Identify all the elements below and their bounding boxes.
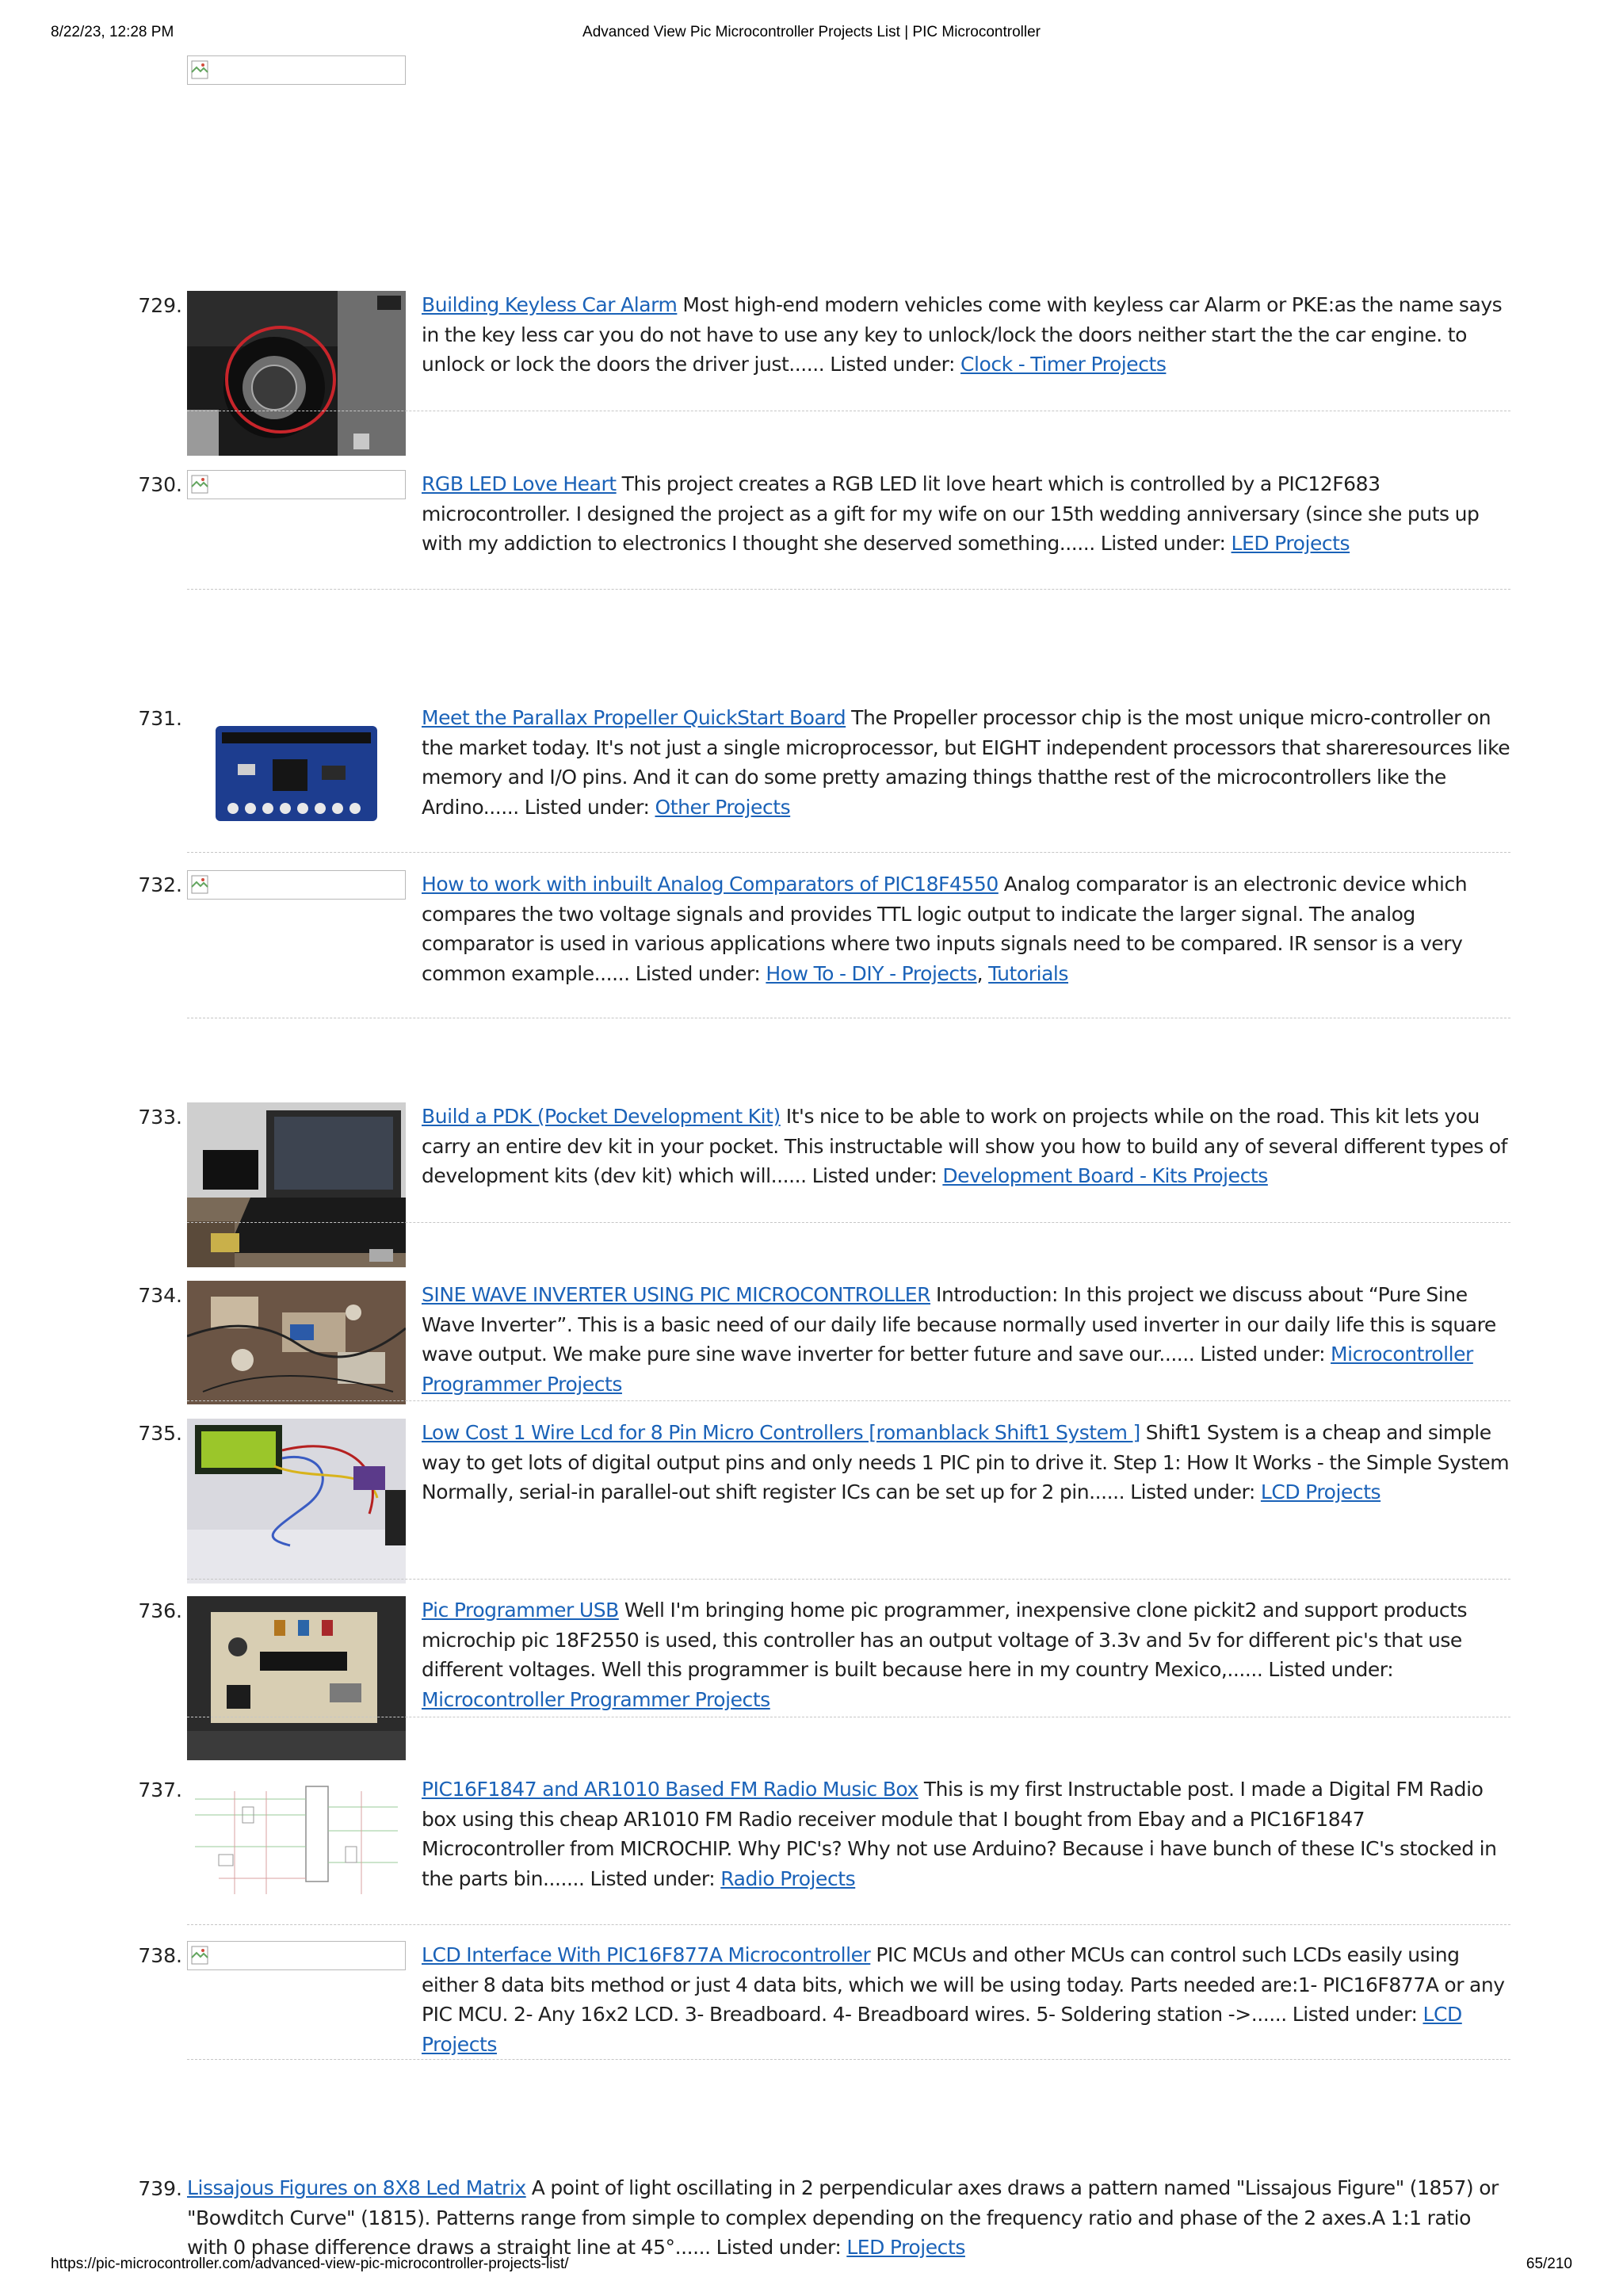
- project-title-link[interactable]: Pic Programmer USB: [422, 1599, 619, 1622]
- item-separator: [187, 1400, 1510, 1401]
- project-title-link[interactable]: Build a PDK (Pocket Development Kit): [422, 1105, 781, 1128]
- print-url: https://pic-microcontroller.com/advanced-view-pic-microcontroller-projects-list/: [51, 2256, 569, 2272]
- item-description: Building Keyless Car Alarm Most high-end modern vehicles come with keyless car Alarm or PKE:as the name says in the key less car you do not have to use any key to unlock/lock the doors neither start the the car engine. to unlock or lock the doors the driver just...... Listed under: Clock - Timer Projects: [422, 293, 1503, 376]
- thumbnail-image[interactable]: [187, 291, 406, 456]
- item-number: 736.: [138, 1599, 182, 1622]
- item-number: 733.: [138, 1106, 182, 1129]
- category-link[interactable]: LED Projects: [846, 2236, 965, 2259]
- project-title-link[interactable]: Building Keyless Car Alarm: [422, 293, 678, 316]
- category-link[interactable]: Clock - Timer Projects: [960, 353, 1167, 376]
- item-separator: [187, 1579, 1510, 1580]
- thumbnail-image[interactable]: [187, 1596, 406, 1760]
- item-description: How to work with inbuilt Analog Comparators of PIC18F4550 Analog comparator is an electronic device which compares the two voltage signals and provides TTL logic output to indicate the larger signal. The analog comparator is used in various applications where two inputs signals need to be compared. IR sensor is a very common example...... Listed under: How To - DIY - Projects, Tutorials: [422, 873, 1468, 985]
- item-number: 730.: [138, 473, 182, 496]
- print-title: Advanced View Pic Microcontroller Projects List | PIC Microcontroller: [582, 24, 1041, 40]
- item-separator: [187, 589, 1510, 590]
- item-number: 737.: [138, 1778, 182, 1801]
- thumbnail-image[interactable]: [187, 704, 406, 839]
- project-title-link[interactable]: LCD Interface With PIC16F877A Microcontroller: [422, 1943, 871, 1966]
- category-link[interactable]: Microcontroller Programmer Projects: [422, 1343, 1473, 1396]
- category-link[interactable]: Other Projects: [655, 795, 791, 819]
- category-link[interactable]: LCD Projects: [1260, 1480, 1381, 1503]
- item-separator: [187, 2059, 1510, 2060]
- project-title-link[interactable]: PIC16F1847 and AR1010 Based FM Radio Music Box: [422, 1778, 918, 1801]
- thumbnail-image[interactable]: [187, 1281, 406, 1404]
- page-counter: 65/210: [1526, 2256, 1572, 2272]
- project-title-link[interactable]: RGB LED Love Heart: [422, 472, 617, 495]
- category-link[interactable]: Microcontroller Programmer Projects: [422, 1687, 770, 1711]
- broken-image-icon: [187, 1941, 406, 1970]
- project-title-link[interactable]: Meet the Parallax Propeller QuickStart Board: [422, 706, 846, 729]
- item-number: 729.: [138, 294, 182, 317]
- project-title-link[interactable]: SINE WAVE INVERTER USING PIC MICROCONTROLLER: [422, 1283, 931, 1306]
- item-description: Lissajous Figures on 8X8 Led Matrix A point of light oscillating in 2 perpendicular axes draws a pattern named "Lissajous Figure" (1857) or "Bowditch Curve" (1815). Patterns range from simple to complex depending on the frequency ratio and phase of the 2 axes.A 1:1 ratio with 0 phase difference draws a straight line at 45°...... Listed under: LED Projects: [187, 2176, 1499, 2259]
- broken-image-icon: [187, 55, 406, 85]
- thumbnail-image[interactable]: [187, 1775, 406, 1912]
- category-link[interactable]: LCD Projects: [422, 2003, 1462, 2056]
- item-description: PIC16F1847 and AR1010 Based FM Radio Music Box This is my first Instructable post. I made a Digital FM Radio box using this cheap AR1010 FM Radio receiver module that I bought from Ebay and a PIC16F1847 Microcontroller from MICROCHIP. Why PIC's? Why not use Arduino? Because i have bunch of these IC's stocked in the parts bin....... Listed under: Radio Projects: [422, 1778, 1497, 1890]
- project-title-link[interactable]: Lissajous Figures on 8X8 Led Matrix: [187, 2176, 526, 2199]
- item-description: LCD Interface With PIC16F877A Microcontroller PIC MCUs and other MCUs can control such LCDs easily using either 8 data bits method or just 4 data bits, which we will be using today. Parts needed are:1- PIC16F877A or any PIC MCU. 2- Any 16x2 LCD. 3- Breadboard. 4- Breadboard wires. 5- Soldering station ->...... Listed under: LCD Projects: [422, 1943, 1505, 2056]
- item-separator: [187, 1924, 1510, 1925]
- item-number: 731.: [138, 707, 182, 730]
- item-description: Meet the Parallax Propeller QuickStart Board The Propeller processor chip is the most unique micro-controller on the market today. It's not just a single microprocessor, but EIGHT independent processors that shareresources like memory and I/O pins. And it can do some pretty amazing things thatthe rest of the microcontrollers like the Ardino...... Listed under: Other Projects: [422, 706, 1510, 819]
- item-description: Low Cost 1 Wire Lcd for 8 Pin Micro Controllers [romanblack Shift1 System ] Shift1 System is a cheap and simple way to get lots of digital output pins and only needs 1 PIC pin to drive it. Step 1: How It Works - the Simple System Normally, serial-in parallel-out shift register ICs can be set up for 2 pin...... Listed under: LCD Projects: [422, 1421, 1510, 1503]
- item-separator: [187, 852, 1510, 853]
- item-number: 735.: [138, 1422, 182, 1445]
- item-separator: [187, 1222, 1510, 1223]
- broken-image-icon: [187, 870, 406, 900]
- print-header: [0, 24, 1623, 55]
- print-footer: [0, 2256, 1623, 2287]
- print-timestamp: 8/22/23, 12:28 PM: [51, 24, 174, 40]
- item-number: 732.: [138, 873, 182, 896]
- item-description: Build a PDK (Pocket Development Kit) It's nice to be able to work on projects while on the road. This kit lets you carry an entire dev kit in your pocket. This instructable will show you how to build any of several different types of development kits (dev kit) which will...... Listed under: Development Board - Kits Projects: [422, 1105, 1507, 1187]
- item-description: Pic Programmer USB Well I'm bringing home pic programmer, inexpensive clone pickit2 and support products microchip pic 18F2550 is used, this controller has an output voltage of 3.3v and 5v for different pic's that use different voltages. Well this programmer is built because here in my country Mexico,...... Listed under: Microcontroller Programmer Projects: [422, 1599, 1468, 1711]
- category-link[interactable]: Tutorials: [988, 961, 1069, 985]
- item-description: SINE WAVE INVERTER USING PIC MICROCONTROLLER Introduction: In this project we discuss about “Pure Sine Wave Inverter”. This is a basic need of our daily life because normally used inverter in our daily life this is square wave output. We make pure sine wave inverter for better future and save our...... Listed under: Microcontroller Programmer Projects: [422, 1283, 1496, 1396]
- item-number: 734.: [138, 1284, 182, 1307]
- item-number: 739.: [138, 2177, 182, 2200]
- category-link[interactable]: Radio Projects: [720, 1866, 856, 1890]
- item-description: RGB LED Love Heart This project creates a RGB LED lit love heart which is controlled by a PIC12F683 microcontroller. I designed the project as a gift for my wife on our 15th wedding anniversary (since she puts up with my addiction to electronics I thought she deserved something...... Listed under: LED Projects: [422, 472, 1480, 555]
- item-number: 738.: [138, 1944, 182, 1967]
- project-title-link[interactable]: Low Cost 1 Wire Lcd for 8 Pin Micro Controllers [romanblack Shift1 System ]: [422, 1421, 1140, 1444]
- category-link[interactable]: Development Board - Kits Projects: [942, 1164, 1268, 1187]
- thumbnail-image[interactable]: [187, 1102, 406, 1267]
- thumbnail-image[interactable]: [187, 1419, 406, 1584]
- category-link[interactable]: How To - DIY - Projects: [766, 961, 977, 985]
- category-link[interactable]: LED Projects: [1231, 532, 1350, 555]
- broken-image-icon: [187, 470, 406, 499]
- project-title-link[interactable]: How to work with inbuilt Analog Comparators of PIC18F4550: [422, 873, 999, 896]
